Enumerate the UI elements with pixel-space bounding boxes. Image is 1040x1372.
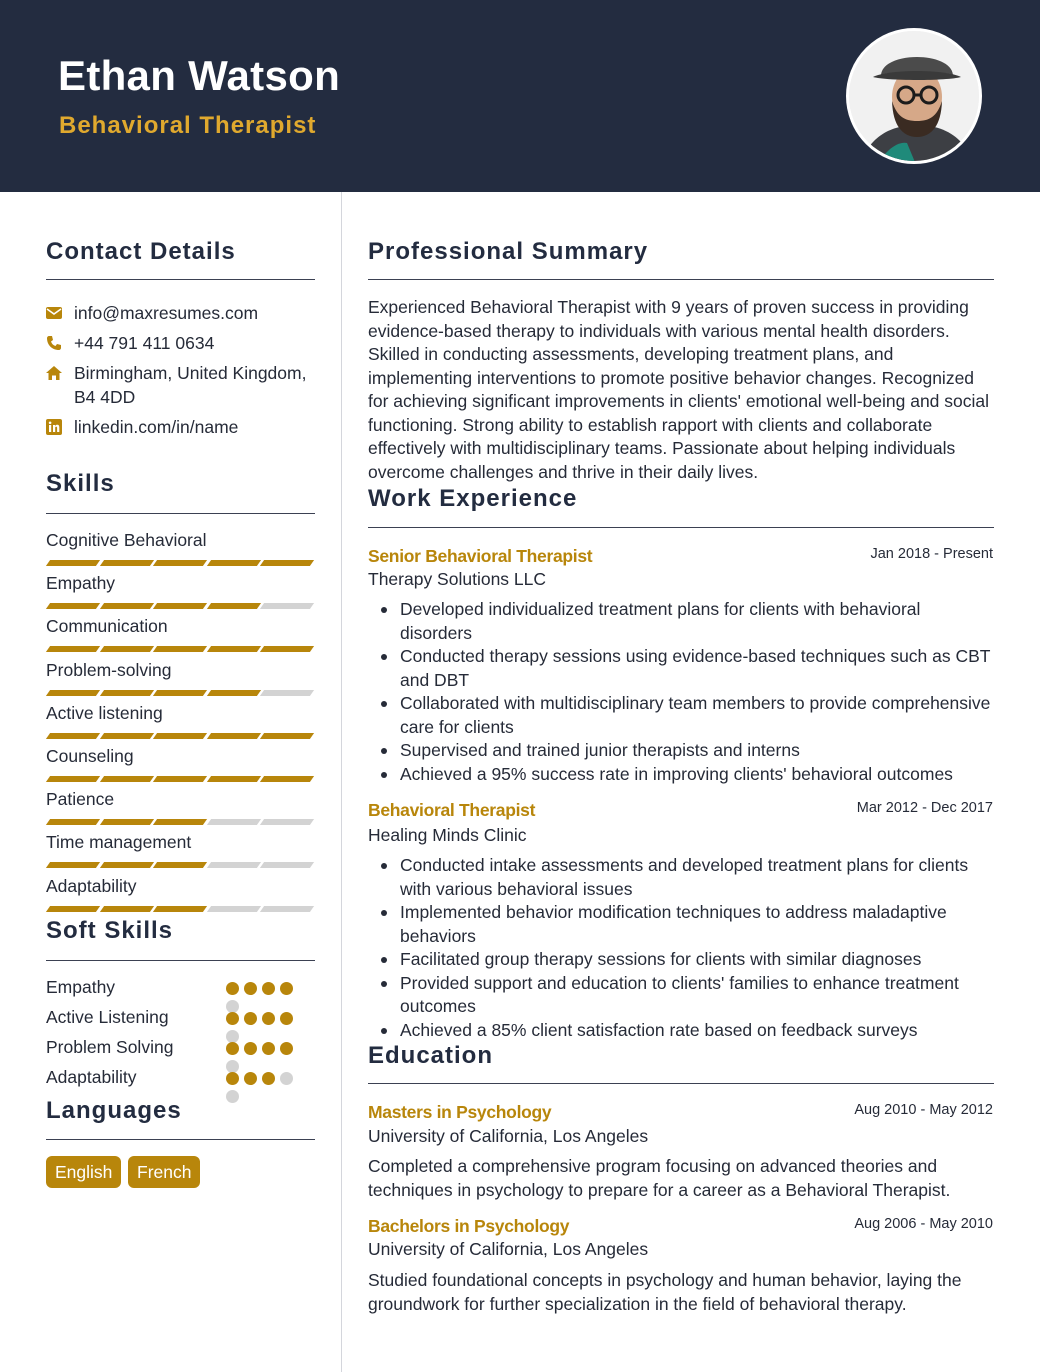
contact-email-text: info@maxresumes.com: [74, 303, 259, 323]
contact-linkedin-text: linkedin.com/in/name: [74, 417, 239, 437]
soft-skill-dot-filled: [226, 1042, 239, 1055]
summary-text: Experienced Behavioral Therapist with 9 years of proven success in providing evidence-based therapy to individuals with various mental health disorders. Skilled in conducting assessments, developing treatment plans, and implementing interventions to promote positive behavior changes. Recognized for achieving significant improvements in clients' emotional well-being and social functioning. Strong ability to establish rapport with clients and collaborate effectively with multidisciplinary teams. Passionate about helping individuals overcome challenges and thrive in their daily lives.: [368, 297, 990, 482]
phone-icon: [46, 335, 62, 351]
soft-skill-label: Adaptability: [46, 1067, 137, 1087]
skill-level-segment-filled: [99, 646, 153, 652]
skill-level-bar: [46, 646, 314, 652]
profile-photo: [846, 28, 982, 164]
skill-level-segment-filled: [260, 646, 314, 652]
education-section-title: Education: [368, 1042, 494, 1069]
linkedin-icon: [46, 419, 62, 435]
skill-level-segment-filled: [46, 560, 100, 566]
skill-level-bar: [46, 560, 314, 566]
degree-title: Bachelors in Psychology: [368, 1216, 570, 1236]
soft-skill-dot-filled: [262, 1072, 275, 1085]
skill-level-segment-filled: [206, 776, 260, 782]
skill-level-segment-empty: [260, 603, 314, 609]
skill-label: Adaptability: [46, 875, 137, 896]
skill-level-segment-filled: [46, 646, 100, 652]
skill-level-bar: [46, 862, 314, 868]
skill-level-segment-filled: [99, 733, 153, 739]
skill-level-bar: [46, 603, 314, 609]
skill-level-segment-filled: [46, 819, 100, 825]
skill-level-segment-filled: [46, 862, 100, 868]
soft-skill-dot-filled: [244, 1072, 257, 1085]
skill-label: Empathy: [46, 573, 116, 594]
language-badge: French: [128, 1156, 200, 1188]
skill-level-segment-empty: [206, 906, 260, 912]
skill-level-segment-filled: [99, 819, 153, 825]
skill-level-segment-filled: [153, 603, 207, 609]
skill-level-bar: [46, 819, 314, 825]
school-name: University of California, Los Angeles: [368, 1239, 649, 1259]
list-item: Collaborated with multidisciplinary team members to provide comprehensive care for clients: [368, 692, 994, 739]
skill-level-segment-filled: [99, 906, 153, 912]
skill-level-segment-filled: [153, 819, 207, 825]
soft-skill-dot-filled: [280, 1042, 293, 1055]
skill-level-bar: [46, 733, 314, 739]
skill-level-segment-filled: [46, 906, 100, 912]
contact-phone-text: +44 791 411 0634: [74, 333, 215, 353]
skill-level-segment-filled: [153, 690, 207, 696]
job-bullets: [368, 854, 994, 1042]
soft-skill-dot-filled: [262, 982, 275, 995]
list-item: Facilitated group therapy sessions for clients with similar diagnoses: [368, 948, 994, 972]
soft-skill-dot-filled: [244, 1012, 257, 1025]
skill-level-segment-filled: [206, 646, 260, 652]
skill-level-segment-filled: [46, 603, 100, 609]
skill-level-segment-empty: [260, 690, 314, 696]
skill-level-segment-filled: [153, 776, 207, 782]
skill-level-bar: [46, 776, 314, 782]
skill-level-segment-filled: [46, 776, 100, 782]
degree-dates: Aug 2010 - May 2012: [854, 1102, 993, 1118]
skill-level-segment-filled: [206, 733, 260, 739]
skill-level-segment-filled: [260, 560, 314, 566]
soft-skill-dot-empty: [226, 1090, 239, 1103]
soft-skill-label: Active Listening: [46, 1007, 169, 1027]
skill-level-segment-filled: [46, 690, 100, 696]
list-item: Implemented behavior modification techniques to address maladaptive behaviors: [368, 901, 994, 948]
list-item: Conducted intake assessments and developed treatment plans for clients with various behavioral issues: [368, 854, 994, 901]
degree-description: Completed a comprehensive program focusing on advanced theories and techniques in psychology to prepare for a career as a Behavioral Therapist.: [368, 1156, 951, 1200]
list-item: Supervised and trained junior therapists and interns: [368, 739, 994, 763]
soft-skill-dot-filled: [226, 1072, 239, 1085]
skill-label: Counseling: [46, 746, 134, 766]
skill-level-segment-filled: [206, 560, 260, 566]
soft-skill-label: Empathy: [46, 977, 116, 997]
skill-level-segment-filled: [99, 690, 153, 696]
envelope-icon: [46, 305, 62, 321]
skill-level-bar: [46, 690, 314, 696]
soft-skill-label: Problem Solving: [46, 1037, 174, 1057]
contact-section-title: Contact Details: [46, 238, 236, 265]
column-divider: [341, 192, 342, 1372]
contact-section-rule: [46, 279, 315, 280]
skill-level-segment-filled: [99, 560, 153, 566]
degree-description: Studied foundational concepts in psychology and human behavior, laying the groundwork for further specialization in the field of behavioral therapy.: [368, 1270, 962, 1314]
soft-skill-dot-filled: [244, 1042, 257, 1055]
skill-level-segment-empty: [206, 862, 260, 868]
job-dates: Mar 2012 - Dec 2017: [856, 800, 993, 816]
list-item: Achieved a 95% success rate in improving clients' behavioral outcomes: [368, 763, 994, 787]
skill-level-segment-filled: [153, 906, 207, 912]
summary-section-rule: [368, 279, 994, 280]
skill-level-bar: [46, 906, 314, 912]
school-name: University of California, Los Angeles: [368, 1126, 649, 1146]
contact-address-text: Birmingham, United Kingdom, B4 4DD: [74, 363, 307, 407]
degree-title: Masters in Psychology: [368, 1102, 552, 1122]
soft-skill-dot-filled: [262, 1042, 275, 1055]
soft-skill-dot-filled: [262, 1012, 275, 1025]
soft-skill-dot-empty: [280, 1072, 293, 1085]
list-item: Conducted therapy sessions using evidence-based techniques such as CBT and DBT: [368, 645, 994, 692]
soft-skills-section-title: Soft Skills: [46, 917, 174, 944]
skill-level-segment-empty: [260, 906, 314, 912]
resume-header: [0, 0, 1040, 192]
skill-level-segment-filled: [99, 776, 153, 782]
skills-section-rule: [46, 513, 315, 514]
skill-label: Active listening: [46, 702, 163, 723]
list-item: Achieved a 85% client satisfaction rate based on feedback surveys: [368, 1019, 994, 1043]
work-section-rule: [368, 527, 994, 528]
candidate-name: Ethan Watson: [58, 52, 341, 99]
soft-skill-dot-filled: [280, 1012, 293, 1025]
skill-label: Time management: [46, 832, 192, 853]
soft-skill-dot-filled: [226, 1012, 239, 1025]
job-company: Healing Minds Clinic: [368, 825, 527, 845]
job-bullets: [368, 598, 994, 786]
soft-skills-section-rule: [46, 960, 315, 961]
candidate-role: Behavioral Therapist: [59, 112, 317, 139]
skill-level-segment-empty: [260, 819, 314, 825]
skill-level-segment-filled: [260, 776, 314, 782]
skill-level-segment-filled: [153, 560, 207, 566]
skills-section-title: Skills: [46, 470, 115, 497]
languages-section-rule: [46, 1139, 315, 1140]
soft-skill-dot-filled: [226, 982, 239, 995]
skill-level-segment-filled: [260, 733, 314, 739]
degree-dates: Aug 2006 - May 2010: [854, 1216, 993, 1232]
home-icon: [46, 365, 62, 381]
job-dates: Jan 2018 - Present: [870, 546, 993, 562]
skill-level-segment-filled: [206, 690, 260, 696]
job-title: Senior Behavioral Therapist: [368, 546, 593, 566]
soft-skill-dot-filled: [244, 982, 257, 995]
skill-label: Problem-solving: [46, 659, 172, 680]
profile-photo-illustration: [849, 31, 982, 164]
skill-level-segment-filled: [46, 733, 100, 739]
skill-level-segment-empty: [206, 819, 260, 825]
skill-label: Cognitive Behavioral: [46, 530, 207, 550]
soft-skill-dot-filled: [280, 982, 293, 995]
skill-level-segment-filled: [206, 603, 260, 609]
skill-level-segment-filled: [153, 646, 207, 652]
list-item: Provided support and education to clients' families to enhance treatment outcomes: [368, 972, 994, 1019]
skill-level-segment-filled: [99, 603, 153, 609]
skill-label: Communication: [46, 616, 168, 637]
work-section-title: Work Experience: [368, 485, 578, 512]
education-section-rule: [368, 1083, 994, 1084]
list-item: Developed individualized treatment plans for clients with behavioral disorders: [368, 598, 994, 645]
skill-level-segment-filled: [99, 862, 153, 868]
job-title: Behavioral Therapist: [368, 800, 536, 820]
job-company: Therapy Solutions LLC: [368, 569, 547, 589]
language-badge: English: [46, 1156, 121, 1188]
skill-label: Patience: [46, 789, 115, 810]
languages-section-title: Languages: [46, 1097, 182, 1124]
summary-section-title: Professional Summary: [368, 238, 649, 265]
skill-level-segment-filled: [153, 862, 207, 868]
skill-level-segment-empty: [260, 862, 314, 868]
skill-level-segment-filled: [153, 733, 207, 739]
